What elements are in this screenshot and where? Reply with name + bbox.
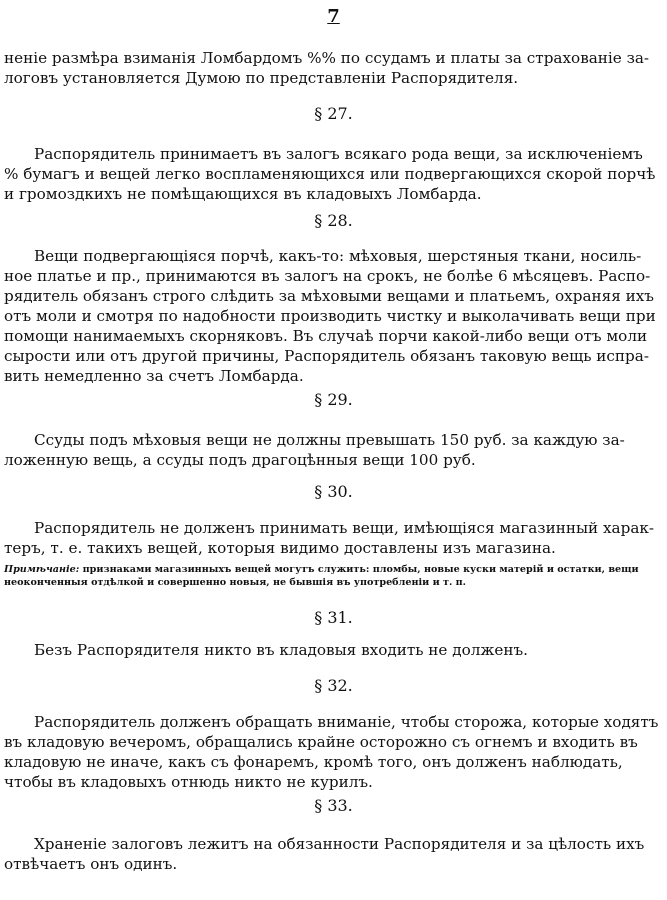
- text-line: Ссуды подъ мѣховыя вещи не должны превышать 150 руб. за каждую за-: [34, 431, 625, 449]
- paragraph-32: [4, 712, 659, 792]
- section-heading-32: § 32.: [314, 676, 353, 695]
- note-line: [4, 563, 639, 576]
- text-line: ненie размѣра взиманія Ломбардомъ %% по ссудамъ и платы за страхованіе за-: [4, 49, 650, 67]
- text-line: вить немедленно за счетъ Ломбарда.: [4, 367, 304, 385]
- note-label: Примѣчаніе:: [4, 564, 80, 575]
- page-number: 7: [327, 6, 340, 27]
- section-heading-29: § 29.: [314, 390, 353, 409]
- section-heading-33: § 33.: [314, 796, 353, 815]
- text-line: Вещи подвергающіяся порчѣ, какъ-то: мѣховыя, шерстяныя ткани, носиль-: [34, 247, 642, 265]
- note-block: [4, 563, 639, 589]
- text-line: ложенную вещь, а ссуды подъ драгоцѣнныя вещи 100 руб.: [4, 451, 476, 469]
- text-line: и громоздкихъ не помѣщающихся въ кладовыхъ Ломбарда.: [4, 185, 482, 203]
- section-heading-27: § 27.: [314, 104, 353, 123]
- text-line: отъ моли и смотря по надобности производить чистку и выколачивать вещи при: [4, 307, 656, 325]
- section-heading-31: § 31.: [314, 608, 353, 627]
- paragraph-27: [4, 144, 656, 204]
- note-line: неоконченныя отдѣлкой и совершенно новыя, не бывшія въ употребленіи и т. п.: [4, 577, 467, 588]
- text-line: Распорядитель долженъ обращать вниманіе, чтобы сторожа, которые ходятъ: [34, 713, 659, 731]
- paragraph-intro: [4, 48, 650, 88]
- paragraph-33: [4, 834, 645, 874]
- text-line: Распорядитель принимаетъ въ залогъ всякаго рода вещи, за исключеніемъ: [34, 145, 643, 163]
- text-line: теръ, т. е. такихъ вещей, которыя видимо доставлены изъ магазина.: [4, 539, 556, 557]
- text-line: отвѣчаетъ онъ одинъ.: [4, 855, 178, 873]
- text-line: Безъ Распорядителя никто въ кладовыя входить не долженъ.: [34, 641, 528, 659]
- text-line: рядитель обязанъ строго слѣдить за мѣховыми вещами и платьемъ, охраняя ихъ: [4, 287, 654, 305]
- text-line: % бумагъ и вещей легко воспламеняющихся или подвергающихся скорой порчѣ: [4, 165, 656, 183]
- paragraph-29: [4, 430, 625, 470]
- text-line: логовъ установляется Думою по представленіи Распорядителя.: [4, 69, 519, 87]
- text-line: Храненіе залоговъ лежитъ на обязанности Распорядителя и за цѣлость ихъ: [34, 835, 645, 853]
- text-line: помощи нанимаемыхъ скорняковъ. Въ случаѣ порчи какой-либо вещи отъ моли: [4, 327, 648, 345]
- text-line: кладовую не иначе, какъ съ фонаремъ, кромѣ того, онъ долженъ наблюдать,: [4, 753, 623, 771]
- section-heading-28: § 28.: [314, 211, 353, 230]
- text-line: Распорядитель не долженъ принимать вещи, имѣющіяся магазинный харак-: [34, 519, 655, 537]
- text-line: ное платье и пр., принимаются въ залогъ на срокъ, не болѣе 6 мѣсяцевъ. Распо-: [4, 267, 651, 285]
- text-line: чтобы въ кладовыхъ отнюдь никто не курилъ.: [4, 773, 373, 791]
- text-line: въ кладовую вечеромъ, обращались крайне осторожно съ огнемъ и входить въ: [4, 733, 638, 751]
- note-text: признаками магазинныхъ вещей могутъ служить: пломбы, новые куски матерій и остатки, вещи: [82, 564, 639, 575]
- section-heading-30: § 30.: [314, 482, 353, 501]
- paragraph-28: [4, 246, 656, 386]
- paragraph-30: [4, 518, 655, 558]
- text-line: сырости или отъ другой причины, Распорядитель обязанъ таковую вещь испра-: [4, 347, 649, 365]
- paragraph-31: [4, 640, 616, 660]
